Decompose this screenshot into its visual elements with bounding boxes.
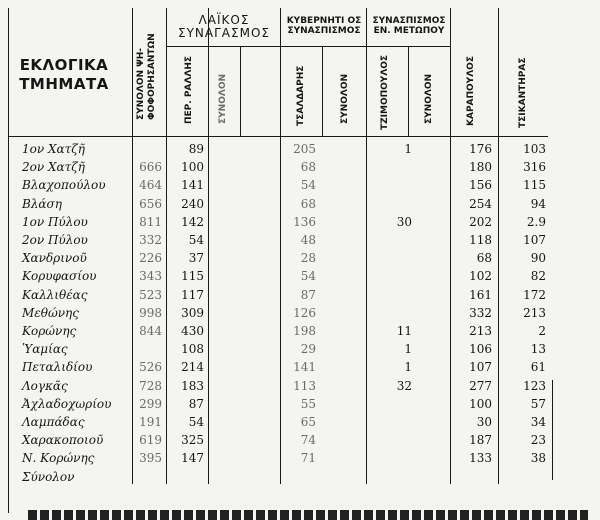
cell-tsikantiras: 82 xyxy=(530,269,546,284)
cell-total: 523 xyxy=(139,287,162,302)
col-header-ralli: ΠΕΡ. ΡΑΛΛΗΣ xyxy=(184,55,194,124)
group-header-government: ΚΥΒΕΡΝΗΤΙ ΟΣ ΣΥΝΑΣΠΙΣΜΟΣ xyxy=(286,16,362,36)
cell-total: 998 xyxy=(139,305,162,320)
cell-ralli: 240 xyxy=(181,196,204,211)
row-label: 2ον Πύλου xyxy=(22,233,88,247)
column-rule xyxy=(552,380,553,480)
cell-tsikantiras: 123 xyxy=(523,378,546,393)
cell-tsaldaris: 65 xyxy=(300,415,316,429)
cell-total: 666 xyxy=(139,160,162,175)
row-label: 2ον Χατζῆ xyxy=(22,160,85,175)
sections-header: ΕΚΛΟΓΙΚΑ ΤΜΗΜΑΤΑ xyxy=(19,56,109,93)
cell-tsaldaris: 28 xyxy=(300,251,316,266)
cell-tsaldaris: 113 xyxy=(293,378,316,393)
cell-tsikantiras: 13 xyxy=(530,342,546,357)
cell-ralli: 309 xyxy=(181,305,204,320)
cell-tzimopoulos: 1 xyxy=(404,142,412,156)
header-divider xyxy=(8,136,548,137)
col-header-synolon-government: ΣΥΝΟΛΟΝ xyxy=(340,74,350,124)
cell-karapoulos: 106 xyxy=(469,342,492,357)
cell-total: 226 xyxy=(139,251,162,266)
row-label: Ἀχλαδοχωρίου xyxy=(22,396,112,411)
cell-tsaldaris: 126 xyxy=(293,305,316,320)
cell-karapoulos: 176 xyxy=(469,142,492,156)
cell-tsaldaris: 71 xyxy=(300,451,316,466)
column-rule xyxy=(208,8,209,484)
row-label: Βλάση xyxy=(22,196,62,211)
decorative-border xyxy=(28,510,588,520)
cell-tsaldaris: 68 xyxy=(300,196,316,211)
cell-tsikantiras: 103 xyxy=(523,142,546,156)
cell-ralli: 214 xyxy=(181,360,204,375)
cell-tsikantiras: 107 xyxy=(523,233,546,247)
cell-tsikantiras: 38 xyxy=(530,451,546,466)
cell-total: 811 xyxy=(139,214,162,229)
cell-tsikantiras: 34 xyxy=(530,415,546,429)
cell-tsikantiras: 2 xyxy=(538,324,546,338)
row-label: Χανδρινοῦ xyxy=(22,251,87,266)
cell-tsaldaris: 205 xyxy=(293,142,316,156)
cell-karapoulos: 187 xyxy=(469,433,492,448)
cell-ralli: 54 xyxy=(188,233,204,247)
cell-ralli: 141 xyxy=(181,178,204,193)
cell-ralli: 142 xyxy=(181,214,204,229)
cell-tsikantiras: 94 xyxy=(530,196,546,211)
row-label: Σύνολον xyxy=(22,469,75,484)
cell-tzimopoulos: 32 xyxy=(396,378,412,393)
cell-tsaldaris: 87 xyxy=(300,287,316,302)
cell-karapoulos: 68 xyxy=(476,251,492,266)
cell-karapoulos: 202 xyxy=(469,214,492,229)
row-label: Χαρακοποιοῦ xyxy=(22,433,104,448)
cell-karapoulos: 102 xyxy=(469,269,492,284)
col-header-synolon-front: ΣΥΝΟΛΟΝ xyxy=(424,74,434,124)
cell-ralli: 325 xyxy=(181,433,204,448)
cell-ralli: 115 xyxy=(181,269,204,284)
cell-karapoulos: 156 xyxy=(469,178,492,193)
cell-tsaldaris: 136 xyxy=(293,214,316,229)
row-label: Μεθώνης xyxy=(22,305,79,320)
cell-tsikantiras: 23 xyxy=(530,433,546,448)
column-rule xyxy=(166,8,167,484)
row-label: Κορυφασίου xyxy=(22,269,97,284)
cell-karapoulos: 100 xyxy=(469,396,492,411)
cell-tsikantiras: 115 xyxy=(523,178,546,193)
col-header-total-voters: ΣΥΝΟΛΟΝ ΨΗ- ΦΟΦΟΡΗΣΑΝΤΩΝ xyxy=(136,33,157,120)
group-divider xyxy=(166,46,450,47)
column-rule xyxy=(408,46,409,136)
cell-tzimopoulos: 1 xyxy=(404,342,412,357)
cell-tsaldaris: 55 xyxy=(300,396,316,411)
cell-tsaldaris: 48 xyxy=(300,233,316,247)
row-label: Πεταλιδίου xyxy=(22,360,93,375)
cell-tsaldaris: 68 xyxy=(300,160,316,175)
cell-ralli: 100 xyxy=(181,160,204,175)
cell-karapoulos: 161 xyxy=(469,287,492,302)
cell-tzimopoulos: 1 xyxy=(404,360,412,375)
cell-tsikantiras: 172 xyxy=(523,287,546,302)
cell-tsaldaris: 54 xyxy=(300,178,316,193)
cell-total: 395 xyxy=(139,451,162,466)
cell-tsikantiras: 213 xyxy=(523,305,546,320)
cell-karapoulos: 254 xyxy=(469,196,492,211)
column-rule xyxy=(240,46,241,136)
cell-karapoulos: 332 xyxy=(469,305,492,320)
column-rule xyxy=(366,8,367,484)
cell-ralli: 108 xyxy=(181,342,204,357)
cell-total: 343 xyxy=(139,269,162,284)
row-label: Ν. Κορώνης xyxy=(22,451,95,466)
cell-karapoulos: 107 xyxy=(469,360,492,375)
cell-ralli: 54 xyxy=(188,415,204,429)
row-label: Ὑαμίας xyxy=(22,342,68,357)
col-header-tsaldaris: ΤΣΑΛΔΑΡΗΣ xyxy=(296,65,306,126)
group-header-laikos: ΛΑΪΚΟΣ ΣΥΝΑΓΑΣΜΟΣ xyxy=(178,13,270,40)
row-label: Λαμπάδας xyxy=(22,415,85,429)
row-label: 1ον Χατζῆ xyxy=(22,142,85,156)
column-rule xyxy=(498,8,499,484)
cell-karapoulos: 118 xyxy=(469,233,492,247)
cell-ralli: 117 xyxy=(181,287,204,302)
col-header-synolon-laikos: ΣΥΝΟΛΟΝ xyxy=(218,74,228,124)
row-label: Κορώνης xyxy=(22,324,77,338)
cell-total: 299 xyxy=(139,396,162,411)
cell-tsaldaris: 198 xyxy=(293,324,316,338)
cell-karapoulos: 133 xyxy=(469,451,492,466)
row-label: Καλλιθέας xyxy=(22,287,88,302)
cell-karapoulos: 180 xyxy=(469,160,492,175)
cell-ralli: 87 xyxy=(188,396,204,411)
cell-total: 526 xyxy=(139,360,162,375)
cell-tsaldaris: 141 xyxy=(293,360,316,375)
cell-ralli: 37 xyxy=(188,251,204,266)
cell-total: 844 xyxy=(139,324,162,338)
cell-tsikantiras: 61 xyxy=(530,360,546,375)
cell-total: 464 xyxy=(139,178,162,193)
cell-total: 728 xyxy=(139,378,162,393)
cell-tsikantiras: 316 xyxy=(523,160,546,175)
cell-karapoulos: 213 xyxy=(469,324,492,338)
cell-karapoulos: 30 xyxy=(476,415,492,429)
cell-tsikantiras: 57 xyxy=(530,396,546,411)
cell-ralli: 147 xyxy=(181,451,204,466)
column-rule xyxy=(322,46,323,136)
cell-total: 191 xyxy=(139,415,162,429)
cell-total: 619 xyxy=(139,433,162,448)
cell-ralli: 89 xyxy=(188,142,204,156)
cell-ralli: 183 xyxy=(181,378,204,393)
cell-karapoulos: 277 xyxy=(469,378,492,393)
col-header-tsikantiras: ΤΣΙΚΑΝΤΗΡΑΣ xyxy=(518,57,528,128)
cell-ralli: 430 xyxy=(181,324,204,338)
cell-tsaldaris: 54 xyxy=(300,269,316,284)
cell-tsikantiras: 2.9 xyxy=(526,214,546,229)
column-rule xyxy=(132,8,133,484)
cell-tsikantiras: 90 xyxy=(530,251,546,266)
cell-total: 656 xyxy=(139,196,162,211)
group-header-front: ΣΥΝΑΣΠΙΣΜΟΣ ΕΝ. ΜΕΤΩΠΟΥ xyxy=(372,16,446,36)
cell-tsaldaris: 74 xyxy=(300,433,316,448)
row-label: Βλαχοπούλου xyxy=(22,178,106,193)
cell-tsaldaris: 29 xyxy=(300,342,316,357)
cell-total: 332 xyxy=(139,233,162,247)
left-edge-rule xyxy=(8,8,9,513)
column-rule xyxy=(280,8,281,484)
col-header-karapoulos: ΚΑΡΑΠΟΥΛΟΣ xyxy=(466,56,476,126)
cell-tzimopoulos: 30 xyxy=(396,214,412,229)
cell-tzimopoulos: 11 xyxy=(396,324,412,338)
col-header-tzimopoulos: ΤΖΙΜΟΠΟΥΛΟΣ xyxy=(380,54,390,130)
row-label: 1ον Πύλου xyxy=(22,214,88,229)
column-rule xyxy=(450,8,451,484)
row-label: Λογκᾶς xyxy=(22,378,68,393)
